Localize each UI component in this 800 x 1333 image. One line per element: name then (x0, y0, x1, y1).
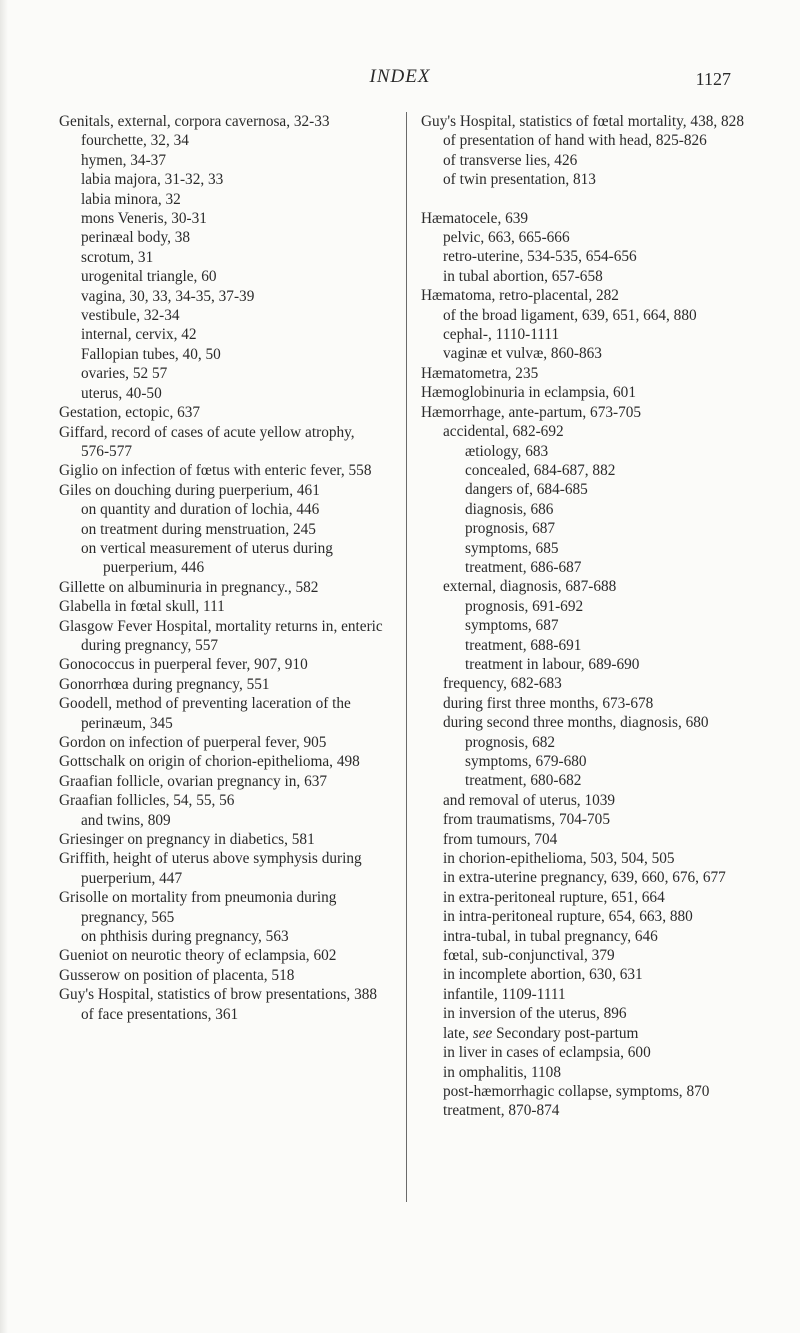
index-entry: in incomplete abortion, 630, 631 (443, 966, 643, 984)
index-entry: prognosis, 691-692 (465, 597, 584, 615)
index-entry: Hæmatocele, 639 (421, 209, 529, 227)
index-entry: Guy's Hospital, statistics of fœtal mortality, 438, 828 (421, 113, 744, 130)
index-entry: frequency, 682-683 (443, 675, 562, 693)
index-entry: Gusserow on position of placenta, 518 (59, 966, 295, 984)
index-entry: infantile, 1109-1111 (443, 985, 566, 1003)
index-entry: in chorion-epithelioma, 503, 504, 505 (443, 850, 675, 868)
index-entry: mons Veneris, 30-31 (81, 210, 207, 228)
index-entry: of transverse lies, 426 (443, 151, 578, 169)
index-entry: fœtal, sub-conjunctival, 379 (443, 947, 615, 965)
index-entry: pelvic, 663, 665-666 (443, 229, 570, 247)
index-entry: in intra-peritoneal rupture, 654, 663, 880 (443, 908, 693, 926)
page-edge-shadow (0, 0, 8, 1333)
index-entry: Gonorrhœa during pregnancy, 551 (59, 675, 270, 693)
index-entry: of the broad ligament, 639, 651, 664, 880 (443, 306, 697, 324)
index-entry: Guy's Hospital, statistics of brow presentations, 388 (59, 986, 378, 1004)
index-entry: during second three months, diagnosis, 680 (443, 714, 709, 732)
index-entry: post-hæmorrhagic collapse, symptoms, 870 (443, 1082, 710, 1100)
page-number: 1127 (695, 69, 731, 89)
index-entry: Giles on douching during puerperium, 461 (59, 481, 320, 499)
index-entry: vestibule, 32-34 (81, 307, 180, 325)
index-entry: labia majora, 31-32, 33 (81, 171, 224, 189)
index-entry: Giffard, record of cases of acute yellow atrophy, 576-577 (59, 423, 355, 460)
index-entry: treatment, 870-874 (443, 1102, 560, 1120)
index-entry: Glabella in fœtal skull, 111 (59, 598, 225, 616)
index-entry: hymen, 34-37 (81, 151, 166, 169)
index-entry: ovaries, 52 57 (81, 365, 168, 383)
index-entry: retro-uterine, 534-535, 654-656 (443, 248, 637, 266)
index-entry: of twin presentation, 813 (443, 171, 596, 189)
index-entry: accidental, 682-692 (443, 423, 564, 441)
index-entry: labia minora, 32 (81, 190, 181, 208)
index-entry: vaginæ et vulvæ, 860-863 (443, 345, 602, 363)
index-entry: Genitals, external, corpora cavernosa, 32-33 (59, 113, 330, 130)
index-entry: ætiology, 683 (465, 442, 549, 460)
index-entry: symptoms, 679-680 (465, 753, 587, 770)
index-entry: internal, cervix, 42 (81, 326, 197, 344)
index-entry: Hæmatometra, 235 (421, 364, 539, 382)
index-entry: Gordon on infection of puerperal fever, 905 (59, 734, 327, 751)
index-entry: Giglio on infection of fœtus with enteric fever, 558 (59, 462, 372, 480)
index-entry: and twins, 809 (81, 811, 171, 829)
index-entry: in inversion of the uterus, 896 (443, 1005, 627, 1023)
column-divider (406, 112, 407, 1202)
index-entry: treatment in labour, 689-690 (465, 655, 640, 673)
index-entry: prognosis, 682 (465, 733, 556, 751)
index-entry: from traumatisms, 704-705 (443, 811, 610, 829)
index-entry: perinæal body, 38 (81, 229, 191, 247)
index-entry: Graafian follicles, 54, 55, 56 (59, 792, 235, 810)
index-entry: in extra-uterine pregnancy, 639, 660, 676, 677 (443, 869, 726, 887)
index-entry: Gonococcus in puerperal fever, 907, 910 (59, 656, 308, 674)
index-entry: of presentation of hand with head, 825-826 (443, 132, 707, 150)
index-entry: Gottschalk on origin of chorion-epithelioma, 498 (59, 753, 360, 771)
index-entry: in extra-peritoneal rupture, 651, 664 (443, 888, 665, 906)
index-entry: on treatment during menstruation, 245 (81, 520, 316, 538)
index-entry: Hæmorrhage, ante-partum, 673-705 (421, 403, 642, 421)
index-entry: vagina, 30, 33, 34-35, 37-39 (81, 287, 255, 305)
index-entry: intra-tubal, in tubal pregnancy, 646 (443, 927, 658, 945)
index-entry: Goodell, method of preventing laceration of the perinæum, 345 (59, 695, 351, 732)
index-entry: Hæmatoma, retro-placental, 282 (421, 287, 619, 305)
index-entry: Gillette on albuminuria in pregnancy., 582 (59, 578, 319, 596)
index-entry: Grisolle on mortality from pneumonia during pregnancy, 565 (59, 889, 337, 926)
index-entry: Fallopian tubes, 40, 50 (81, 345, 221, 363)
index-entry: on phthisis during pregnancy, 563 (81, 928, 289, 946)
index-entry: Glasgow Fever Hospital, mortality returns in, enteric during pregnancy, 557 (59, 617, 383, 654)
index-entry: in omphalitis, 1108 (443, 1063, 561, 1081)
index-entry: late, see Secondary post-partum (443, 1024, 639, 1042)
index-column-left (59, 112, 384, 1024)
index-entry: concealed, 684-687, 882 (465, 461, 616, 479)
index-entry: on quantity and duration of lochia, 446 (81, 501, 320, 519)
index-entry: symptoms, 687 (465, 617, 559, 635)
index-entry: Gestation, ectopic, 637 (59, 404, 201, 422)
index-entry: cephal-, 1110-1111 (443, 326, 560, 344)
index-entry: Hæmoglobinuria in eclampsia, 601 (421, 384, 636, 402)
index-entry: treatment, 686-687 (465, 558, 582, 576)
index-entry: in tubal abortion, 657-658 (443, 267, 603, 285)
index-entry: symptoms, 685 (465, 539, 559, 557)
index-entry: on vertical measurement of uterus during puerperium, 446 (81, 539, 333, 577)
index-entry: scrotum, 31 (81, 248, 154, 266)
index-entry: from tumours, 704 (443, 830, 558, 848)
running-head (0, 66, 800, 92)
index-entry: in liver in cases of eclampsia, 600 (443, 1044, 651, 1062)
index-entry: Griffith, height of uterus above symphysis during puerperium, 447 (59, 850, 362, 887)
index-entry: and removal of uterus, 1039 (443, 791, 616, 809)
index-entry: during first three months, 673-678 (443, 694, 654, 712)
index-entry: treatment, 680-682 (465, 772, 582, 790)
index-entry: Gueniot on neurotic theory of eclampsia, 602 (59, 947, 337, 965)
index-entry: prognosis, 687 (465, 520, 556, 538)
index-entry: dangers of, 684-685 (465, 481, 588, 499)
index-entry: uterus, 40-50 (81, 384, 162, 402)
index-column-right (421, 112, 747, 1121)
index-entry: fourchette, 32, 34 (81, 132, 189, 150)
running-title: INDEX (369, 66, 431, 87)
index-entry: urogenital triangle, 60 (81, 268, 217, 286)
index-entry: Griesinger on pregnancy in diabetics, 581 (59, 831, 315, 849)
index-entry: diagnosis, 686 (465, 500, 554, 518)
index-entry: external, diagnosis, 687-688 (443, 578, 617, 596)
index-entry: of face presentations, 361 (81, 1005, 239, 1023)
index-entry: treatment, 688-691 (465, 636, 582, 654)
index-entry: Graafian follicle, ovarian pregnancy in, 637 (59, 772, 328, 790)
